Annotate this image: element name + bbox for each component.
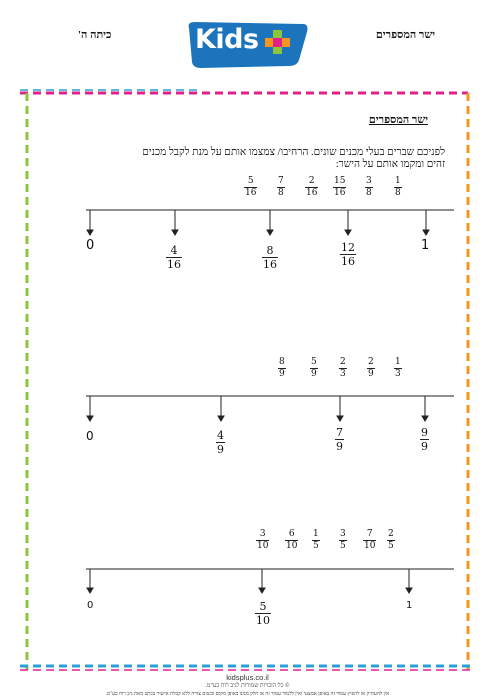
line-start-label: 0 (87, 600, 94, 611)
given-fraction: $\frac{3}{10}$ (257, 529, 269, 551)
marked-fraction: $\frac{12}{16}$ (341, 241, 355, 268)
marked-fraction: $\frac{4}{16}$ (167, 244, 181, 271)
footer-copyright: © כל הזכויות שמורות לניב רוח בע"מ. (205, 683, 290, 689)
footer-site: kidsplus.co.il (226, 673, 269, 682)
given-fraction: $\frac{5}{16}$ (245, 176, 257, 198)
logo-text-main: Kids (195, 24, 259, 55)
given-fraction: $\frac{7}{8}$ (278, 176, 284, 198)
page-subject-title: ישר המספרים (375, 29, 435, 41)
given-fraction: $\frac{2}{9}$ (368, 357, 374, 379)
marked-fraction: $\frac{7}{9}$ (336, 426, 343, 453)
marked-fraction: $\frac{5}{10}$ (256, 600, 270, 627)
marked-fraction: $\frac{4}{9}$ (217, 429, 224, 456)
given-fraction: $\frac{3}{8}$ (366, 176, 372, 198)
given-fraction: $\frac{8}{9}$ (279, 357, 285, 379)
given-fraction: $\frac{6}{10}$ (286, 529, 298, 551)
given-fraction: $\frac{1}{5}$ (313, 529, 319, 551)
number-line-3 (0, 559, 495, 619)
line-start-label: 0 (86, 238, 95, 253)
grade-label: כיתה ה' (78, 29, 112, 41)
logo-text-sub: ניב רוח (240, 50, 284, 65)
given-fraction: $\frac{1}{8}$ (395, 176, 401, 198)
given-fraction: $\frac{15}{16}$ (334, 176, 346, 198)
instructions (85, 147, 445, 171)
given-fraction: $\frac{1}{3}$ (395, 357, 401, 379)
given-fraction: $\frac{2}{5}$ (388, 529, 394, 551)
line-end-label: 1 (406, 600, 413, 611)
line-end-label: 1 (421, 238, 430, 253)
given-fraction: $\frac{2}{3}$ (340, 357, 346, 379)
marked-fraction: $\frac{8}{16}$ (263, 244, 277, 271)
marked-fraction: $\frac{9}{9}$ (421, 426, 428, 453)
instruction-line-1: לפניכם שברים בעלי מכנים שונים. הרחיבו/ צמצמו אותם על מנת לקבל מכנים (142, 147, 445, 158)
instruction-line-2: זהים ומקמו אותם על הישר: (335, 159, 445, 170)
given-fraction: $\frac{2}{16}$ (306, 176, 318, 198)
footer-disclaimer: אין להעתיק או להפיץ עמוד זה באופן אמצעי ואין ללמוד עמוד זה או חלק ממנו באופן מקום ובשום צורה ללא קבלת אישור בכתב מאת ניב רוח בע"מ. (105, 691, 390, 697)
given-fraction: $\frac{3}{5}$ (340, 529, 346, 551)
line-start-label: 0 (86, 429, 94, 443)
given-fraction: $\frac{5}{9}$ (311, 357, 317, 379)
given-fraction: $\frac{7}{10}$ (364, 529, 376, 551)
section-title: ישר המספרים (368, 114, 428, 126)
